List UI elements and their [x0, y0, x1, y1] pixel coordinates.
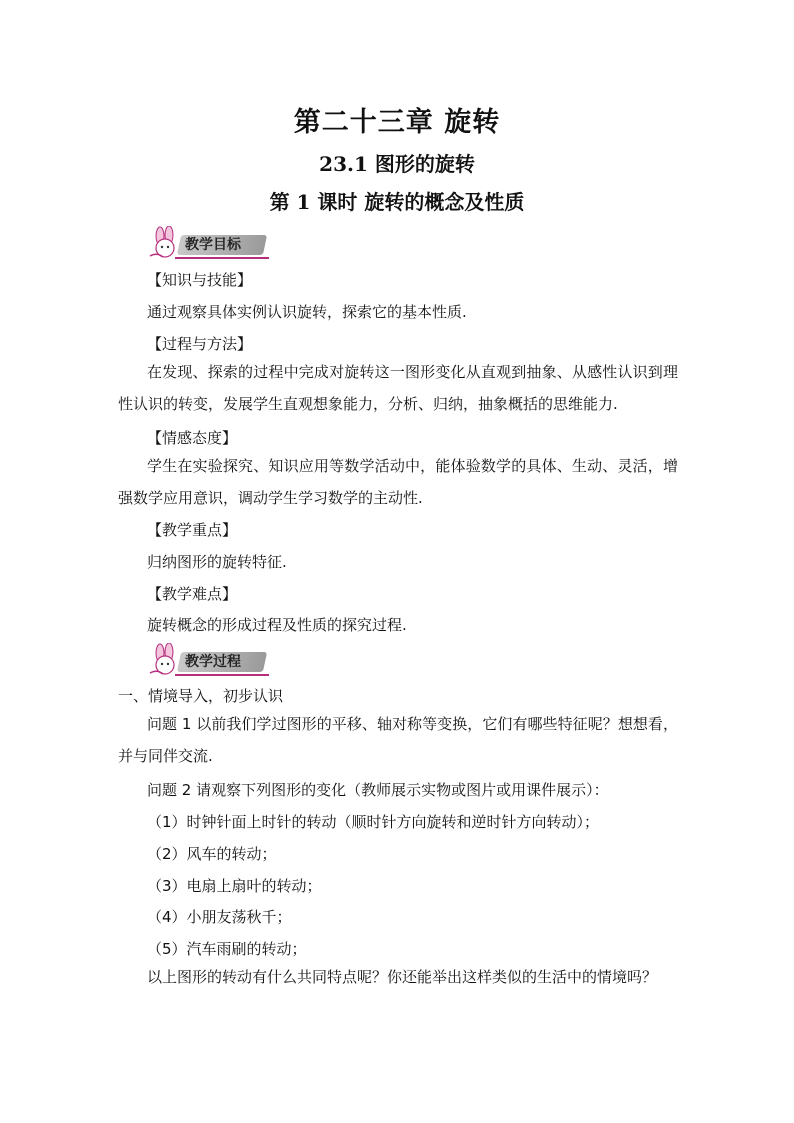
list-item: （2）风车的转动； [147, 845, 277, 863]
chapter-title: 第二十三章 旋转 [293, 107, 501, 138]
difficulty-text: 旋转概念的形成过程及性质的探究过程. [147, 616, 407, 634]
section-title: 23.1 图形的旋转 [319, 152, 475, 176]
banner-underline [175, 257, 269, 259]
key-point-heading: 【教学重点】 [147, 521, 238, 539]
process-method-heading: 【过程与方法】 [147, 335, 253, 353]
key-point-text: 归纳图形的旋转特征. [147, 553, 287, 571]
list-item: （1）时钟针面上时针的转动（顺时针方向旋转和逆时针方向转动）； [147, 813, 600, 831]
list-item: （3）电扇上扇叶的转动； [147, 877, 322, 895]
lesson-title: 第 1 课时 旋转的概念及性质 [269, 190, 525, 214]
knowledge-heading: 【知识与技能】 [147, 271, 253, 289]
emotion-text: 学生在实验探究、知识应用等数学活动中，能体验数学的具体、生动、灵活，增强数学应用意识，调动学生学习数学的主动性. [118, 457, 678, 507]
emotion-heading: 【情感态度】 [147, 429, 238, 447]
list-item: （5）汽车雨刷的转动； [147, 940, 307, 958]
knowledge-text: 通过观察具体实例认识旋转，探索它的基本性质. [147, 303, 467, 321]
process-banner [147, 643, 267, 677]
closing-question: 以上图形的转动有什么共同特点呢？你还能举出这样类似的生活中的情境吗？ [147, 968, 658, 986]
question-2: 问题 2 请观察下列图形的变化（教师展示实物或图片或用课件展示）： [147, 781, 609, 799]
banner-underline [175, 674, 269, 676]
process-banner-label: 教学过程 [185, 654, 241, 670]
part-one-heading: 一、情境导入，初步认识 [118, 687, 284, 705]
goals-banner [147, 226, 267, 260]
list-item: （4）小朋友荡秋千； [147, 908, 292, 926]
goals-banner-label: 教学目标 [185, 237, 241, 253]
difficulty-heading: 【教学难点】 [147, 585, 238, 603]
question-1: 问题 1 以前我们学过图形的平移、轴对称等变换，它们有哪些特征呢？想想看，并与同伴交流. [118, 715, 678, 765]
process-method-text: 在发现、探索的过程中完成对旋转这一图形变化从直观到抽象、从感性认识到理性认识的转变，发展学生直观想象能力，分析、归纳，抽象概括的思维能力. [118, 363, 678, 413]
